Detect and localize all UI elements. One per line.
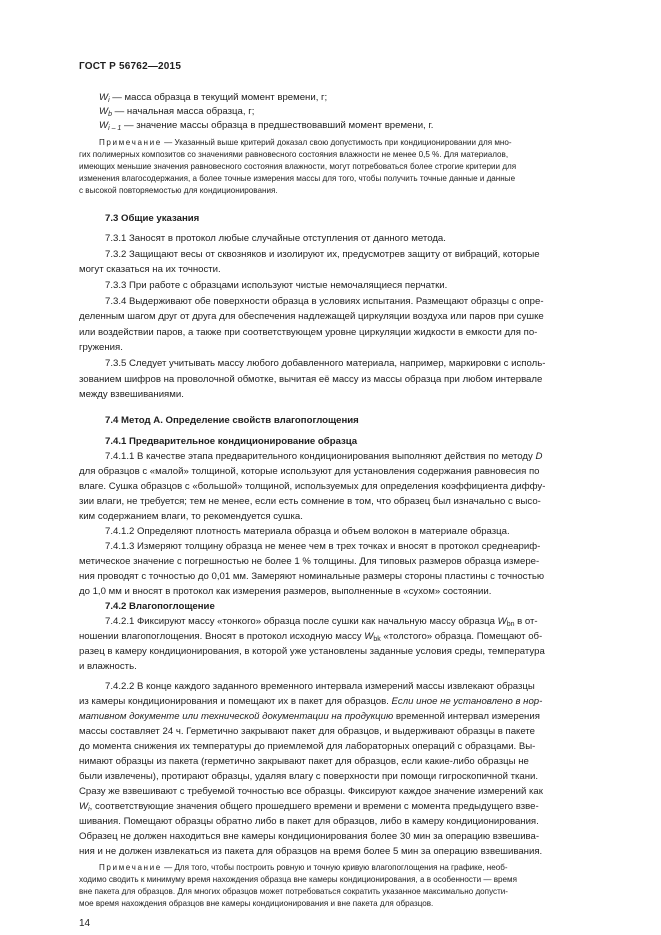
paragraph-line: 7.4.1.2 Определяют плотность материала образца и объем волокон в материале образца. <box>105 526 510 537</box>
paragraph-line: до момента снижения их температуры до приемлемой для лабораторных операций с образцами. Вы- <box>79 741 536 752</box>
paragraph-line: 7.4.2.2 В конце каждого заданного временного интервала измерений массы извлекают образцы <box>105 681 535 692</box>
section-7-4-2-title: 7.4.2 Влагопоглощение <box>105 601 215 612</box>
symbol-sub: i <box>88 806 90 813</box>
note-2-line: ходимо сводить к минимуму время нахождения образца вне камеры кондиционирования, а в особенности — время <box>79 875 517 884</box>
note-1-line: имеющих меньшие значения равновесного состояния влажности, могут потребоваться более строгие критерии для <box>79 162 517 171</box>
paragraph-line: 7.3.5 Следует учитывать массу любого добавленного материала, например, маркировки с исполь- <box>105 358 546 369</box>
line-text: ношении влагопоглощения. Вносят в протокол исходную массу <box>79 631 365 642</box>
paragraph-line: шивания. Помещают образцы обратно либо в пакет для образцов, либо в камеру кондиционирования. <box>79 816 539 827</box>
paragraph-line: 7.3.1 Заносят в протокол любые случайные отступления от данного метода. <box>105 233 446 244</box>
paragraph-line: влаге. Сушка образцов с «большой» толщиной, используемых для определения коэффициента диффу- <box>79 481 546 492</box>
paragraph-line <box>79 712 540 722</box>
note-2-line <box>99 864 508 872</box>
symbol-w: W <box>364 631 374 642</box>
line-text: в от- <box>514 616 538 627</box>
paragraph-line: гружения. <box>79 342 123 353</box>
symbol-w: W <box>99 120 109 131</box>
paragraph-line: зии влаги, не требуется; тем не менее, если есть сомнение в том, что образец был изначально с высо- <box>79 496 541 507</box>
paragraph-line: и влажность. <box>79 661 137 672</box>
page-number: 14 <box>79 918 91 929</box>
line-text: , соответствующие значения общего прошедшего времени и времени с момента предыдущего взве- <box>89 801 539 812</box>
symbol-w: W <box>99 106 109 117</box>
paragraph-line <box>105 617 538 627</box>
paragraph-line: или воздействии паров, а также при соответствующем уровне циркуляции жидкости в емкости для по- <box>79 327 538 338</box>
section-7-3-title: 7.3 Общие указания <box>105 213 200 224</box>
line-text-italic: Если иное не установлено в нор- <box>391 696 543 707</box>
paragraph-line: метическое значение с погрешностью не более 1 % толщины. Для типовых размеров образца измере- <box>79 556 540 567</box>
note-1-line: с высокой повторяемостью для кондиционирования. <box>79 186 278 195</box>
note-label: Примечание <box>99 863 162 872</box>
legend-text: — значение массы образца в предшествовавший момент времени, г. <box>121 120 434 131</box>
legend-text: — масса образца в текущий момент времени, г; <box>109 92 328 103</box>
paragraph-line: 7.3.4 Выдерживают обе поверхности образца в условиях испытания. Размещают образцы с опре- <box>105 296 544 307</box>
paragraph-line: ким содержанием влаги, то рекомендуется сушка. <box>79 511 303 522</box>
symbol-sub: bk <box>373 636 381 643</box>
standard-header: ГОСТ Р 56762—2015 <box>79 61 182 72</box>
symbol-sub: i – 1 <box>108 125 122 132</box>
section-7-4-1-title: 7.4.1 Предварительное кондиционирование образца <box>105 436 358 447</box>
legend-wprev <box>99 121 433 131</box>
paragraph-line <box>79 697 542 707</box>
method-letter: D <box>535 451 543 462</box>
line-text: 7.4.1.1 В качестве этапа предварительного кондиционирования выполняют действия по методу <box>105 451 536 462</box>
paragraph-line: Образец не должен находиться вне камеры кондиционирования более 30 мин за операцию взвешива- <box>79 831 540 842</box>
paragraph-line: были извлечены), протирают образцы, удаляя влагу с поверхности при помощи гигроскопичной ткани. <box>79 771 539 782</box>
paragraph-line <box>105 452 542 462</box>
paragraph-line: нимают образцы из пакета (герметично закрывают пакет для образцов, если какие-либо образцы не <box>79 756 529 767</box>
note-2-line: мое время нахождения образцов вне камеры кондиционирования и вне пакета для образцов. <box>79 899 434 908</box>
paragraph-line: ния проводят с точностью до 0,01 мм. Замеряют номинальные размеры стороны пластины с точностью <box>79 571 545 582</box>
paragraph-line: массы составляет 24 ч. Герметично закрывают пакет для образцов, и выдерживают образцы в пакете <box>79 726 536 737</box>
paragraph-line: до 1,0 мм и вносят в протокол как измерения размеров, выполненные в «сухом» состоянии. <box>79 586 492 597</box>
symbol-sub: i <box>108 97 110 104</box>
note-2-line: вне пакета для образцов. Для многих образцов может потребоваться сократить указанное максимально допусти- <box>79 887 508 896</box>
paragraph-line <box>79 632 542 642</box>
paragraph-line: 7.4.1.3 Измеряют толщину образца не менее чем в трех точках и вносят в протокол среднеариф- <box>105 541 541 552</box>
paragraph-line: ния и не должен извлекаться из пакета для образцов на время более 5 мин за операцию взвешивания. <box>79 846 543 857</box>
paragraph-line: 7.3.3 При работе с образцами используют чистые немочалящиеся перчатки. <box>105 280 448 291</box>
line-text: 7.4.2.1 Фиксируют массу «тонкого» образца после сушки как начальную массу образца <box>105 616 498 627</box>
legend-wb <box>99 107 254 117</box>
line-text: «толстого» образца. Помещают об- <box>380 631 543 642</box>
paragraph-line: Сразу же взвешивают с требуемой точностью все образцы. Фиксируют каждое значение измерений как <box>79 786 543 797</box>
symbol-sub: b <box>108 111 112 118</box>
symbol-w: W <box>79 801 89 812</box>
note-text: — Для того, чтобы построить ровную и точную кривую влагопоглощения на графике, необ- <box>161 863 508 872</box>
paragraph-line <box>79 802 539 812</box>
paragraph-line: зованием шифров на проволочной обмотке, вычитая её массу из массы образца при любом интервале <box>79 374 543 385</box>
legend-wi <box>99 93 327 103</box>
paragraph-line: могут сказаться на их точности. <box>79 264 221 275</box>
note-label: Примечание <box>99 138 162 147</box>
line-text: временной интервал измерения <box>393 711 540 722</box>
line-text: из камеры кондиционирования и помещают их в пакет для образцов. <box>79 696 392 707</box>
note-1-line <box>99 139 512 147</box>
paragraph-line: деленным шагом друг от друга для обеспечения надлежащей циркуляции воздуха или паров при сушке <box>79 311 544 322</box>
legend-text: — начальная масса образца, г; <box>111 106 255 117</box>
paragraph-line: 7.3.2 Защищают весы от сквозняков и изолируют их, предусмотрев защиту от вибраций, которые <box>105 249 540 260</box>
note-1-line: гих полимерных композитов со значениями равновесного состояния влажности не менее 0,5 %. Для материалов, <box>79 150 509 159</box>
paragraph-line: между взвешиваниями. <box>79 389 184 400</box>
symbol-w: W <box>497 616 507 627</box>
symbol-w: W <box>99 92 109 103</box>
section-7-4-title: 7.4 Метод А. Определение свойств влагопоглощения <box>105 415 359 426</box>
note-text: — Указанный выше критерий доказал свою допустимость при кондиционировании для мно- <box>161 138 512 147</box>
note-1-line: изменения влагосодержания, а более точные измерения массы для того, чтобы получить точные данные и данные <box>79 174 516 183</box>
paragraph-line: для образцов с «малой» толщиной, которые используют для установления содержания равновесия по <box>79 466 540 477</box>
line-text-italic: мативном документе или технической документации на продукцию <box>79 711 394 722</box>
symbol-sub: bn <box>506 621 515 628</box>
paragraph-line: разец в камеру кондиционирования, в которой уже установлены заданные условия среды, температура <box>79 646 545 657</box>
